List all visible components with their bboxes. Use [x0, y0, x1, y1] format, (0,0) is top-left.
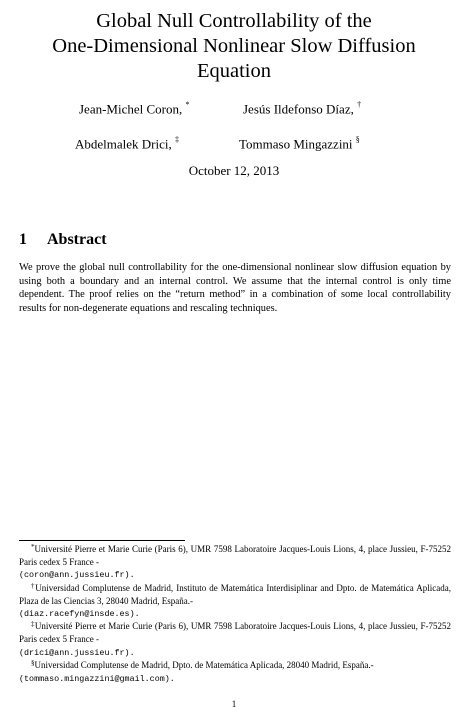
abstract-body: We prove the global null controllability for the one-dimensional nonlinear slow diffusion equation by using both a boundary and an internal control. We assume that the internal control is only time dependent. The proof relies on the “return method” in a combination of some local controllability results for non-degenerate equations and rescaling techniques.	[19, 262, 451, 315]
footnote-email: (tommaso.mingazzini@gmail.com).	[19, 674, 175, 685]
footnote-email: (drici@ann.jussieu.fr).	[19, 647, 135, 658]
footnote-mark: *	[31, 543, 35, 551]
author-mark: ‡	[175, 135, 179, 144]
author-mark: §	[355, 135, 360, 144]
author-name: Abdelmalek Drici,	[75, 136, 172, 152]
author-name: Jesús Ildefonso Díaz,	[243, 101, 354, 117]
footnote-mark: †	[31, 581, 36, 590]
footnote-drici	[19, 620, 451, 659]
author-coron	[79, 101, 190, 117]
footnote-text: Universidad Complutense de Madrid, Dpto. de Matemática Aplicada, 28040 Madrid, España.-	[34, 659, 374, 670]
footnote-rule	[19, 540, 185, 541]
author-name: Jean-Michel Coron,	[79, 101, 183, 117]
footnote-diaz	[19, 582, 451, 621]
footnote-coron	[19, 543, 451, 582]
author-mingazzini	[239, 136, 360, 152]
title-line-1: Global Null Controllability of the	[96, 10, 372, 32]
footnotes	[19, 543, 451, 685]
footnote-mark: ‡	[31, 620, 35, 629]
section-title: Abstract	[47, 231, 107, 248]
paper-date: October 12, 2013	[188, 163, 280, 178]
author-name: Tommaso Mingazzini	[239, 136, 353, 152]
section-heading	[19, 231, 107, 249]
footnote-text: Université Pierre et Marie Curie (Paris 6), UMR 7598 Laboratoire Jacques-Louis Lions, 4, place Jussieu, F-75252 Paris cedex 5 France -	[19, 621, 451, 645]
author-diaz	[243, 101, 361, 117]
title-line-3: Equation	[196, 60, 271, 82]
page-number: 1	[231, 699, 237, 709]
author-drici	[75, 136, 179, 152]
footnote-email: (diaz.racefyn@insde.es).	[19, 609, 140, 620]
author-mark: †	[357, 100, 362, 109]
title-line-2: One-Dimensional Nonlinear Slow Diffusion	[52, 35, 416, 57]
author-mark: *	[185, 100, 190, 109]
paper-title	[40, 9, 428, 84]
section-number: 1	[19, 231, 27, 248]
footnote-mingazzini	[19, 659, 451, 685]
footnote-text: Université Pierre et Marie Curie (Paris 6), UMR 7598 Laboratoire Jacques-Louis Lions, 4, place Jussieu, F-75252 Paris cedex 5 France -	[19, 544, 451, 568]
footnote-email: (coron@ann.jussieu.fr).	[19, 570, 135, 581]
footnote-mark: §	[31, 658, 35, 667]
footnote-text: Universidad Complutense de Madrid, Instituto de Matemática Interdisiplinar and Dpto. de Matemática Aplicada, Plaza de las Ciencias 3, 28040 Madrid, España.-	[19, 582, 451, 606]
